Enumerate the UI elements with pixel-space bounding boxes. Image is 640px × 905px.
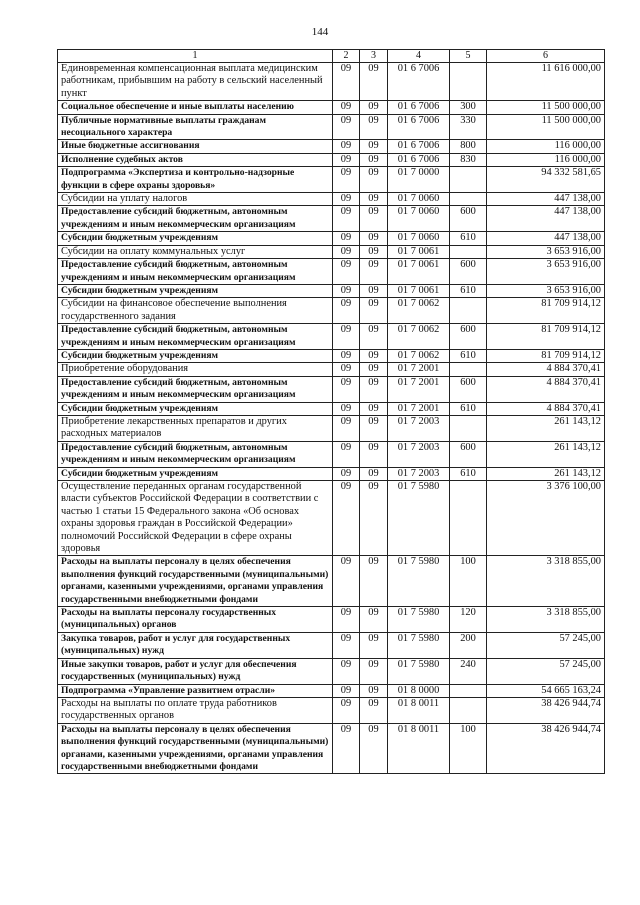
row-target-code-cell: 01 7 2001 [388,376,450,402]
row-amount-cell: 261 143,12 [487,415,605,441]
row-section-cell: 09 [333,232,360,245]
row-section-cell: 09 [333,363,360,376]
row-subsection-cell: 09 [360,632,388,658]
row-section-cell: 09 [333,723,360,774]
table-header-row [58,50,605,63]
row-amount-cell: 4 884 370,41 [487,376,605,402]
row-section-cell: 09 [333,415,360,441]
row-subsection-cell: 09 [360,101,388,114]
table-row [58,556,605,607]
row-subsection-cell: 09 [360,63,388,101]
row-target-code-cell: 01 8 0011 [388,697,450,723]
row-section-cell: 09 [333,441,360,467]
row-target-code-cell: 01 7 2003 [388,441,450,467]
row-subsection-cell: 09 [360,684,388,697]
table-row [58,259,605,285]
row-expense-type-cell: 600 [450,324,487,350]
row-subsection-cell: 09 [360,206,388,232]
row-section-cell: 09 [333,101,360,114]
row-subsection-cell: 09 [360,441,388,467]
row-subsection-cell: 09 [360,697,388,723]
row-name-cell: Предоставление субсидий бюджетным, автономным учреждениям и иным некоммерческим организациям [58,376,333,402]
row-name-cell: Приобретение лекарственных препаратов и других расходных материалов [58,415,333,441]
table-row [58,481,605,556]
table-row [58,697,605,723]
row-section-cell: 09 [333,481,360,556]
row-section-cell: 09 [333,697,360,723]
row-amount-cell: 81 709 914,12 [487,349,605,362]
row-name-cell: Приобретение оборудования [58,363,333,376]
row-target-code-cell: 01 7 0000 [388,167,450,193]
row-expense-type-cell: 800 [450,140,487,153]
row-section-cell: 09 [333,259,360,285]
row-target-code-cell: 01 7 0062 [388,324,450,350]
row-expense-type-cell: 600 [450,259,487,285]
row-amount-cell: 54 665 163,24 [487,684,605,697]
row-section-cell: 09 [333,349,360,362]
row-expense-type-cell: 240 [450,658,487,684]
row-amount-cell: 57 245,00 [487,658,605,684]
row-name-cell: Субсидии на оплату коммунальных услуг [58,245,333,258]
row-section-cell: 09 [333,193,360,206]
row-name-cell: Иные бюджетные ассигнования [58,140,333,153]
row-target-code-cell: 01 6 7006 [388,63,450,101]
row-name-cell: Социальное обеспечение и иные выплаты населению [58,101,333,114]
table-row [58,298,605,324]
header-cell-5: 5 [450,50,487,63]
row-section-cell: 09 [333,63,360,101]
row-subsection-cell: 09 [360,259,388,285]
row-section-cell: 09 [333,556,360,607]
row-name-cell: Субсидии бюджетным учреждениям [58,402,333,415]
budget-table [57,49,605,774]
table-row [58,324,605,350]
row-name-cell: Предоставление субсидий бюджетным, автономным учреждениям и иным некоммерческим организациям [58,324,333,350]
table-row [58,467,605,480]
row-amount-cell: 4 884 370,41 [487,402,605,415]
row-section-cell: 09 [333,607,360,633]
row-amount-cell: 94 332 581,65 [487,167,605,193]
row-subsection-cell: 09 [360,245,388,258]
row-expense-type-cell: 120 [450,607,487,633]
row-section-cell: 09 [333,467,360,480]
row-expense-type-cell: 300 [450,101,487,114]
table-row [58,140,605,153]
row-subsection-cell: 09 [360,376,388,402]
row-section-cell: 09 [333,140,360,153]
row-amount-cell: 116 000,00 [487,153,605,166]
row-name-cell: Иные закупки товаров, работ и услуг для обеспечения государственных (муниципальных) нужд [58,658,333,684]
row-amount-cell: 3 318 855,00 [487,607,605,633]
row-expense-type-cell: 610 [450,402,487,415]
row-subsection-cell: 09 [360,284,388,297]
row-target-code-cell: 01 7 0061 [388,245,450,258]
row-section-cell: 09 [333,298,360,324]
table-row [58,167,605,193]
row-expense-type-cell: 600 [450,206,487,232]
row-expense-type-cell [450,684,487,697]
row-target-code-cell: 01 7 0060 [388,193,450,206]
row-name-cell: Предоставление субсидий бюджетным, автономным учреждениям и иным некоммерческим организациям [58,206,333,232]
table-row [58,63,605,101]
row-amount-cell: 3 653 916,00 [487,245,605,258]
row-target-code-cell: 01 7 0060 [388,232,450,245]
table-row [58,376,605,402]
row-name-cell: Субсидии на финансовое обеспечение выполнения государственного задания [58,298,333,324]
row-target-code-cell: 01 7 5980 [388,481,450,556]
row-section-cell: 09 [333,324,360,350]
row-subsection-cell: 09 [360,607,388,633]
table-row [58,349,605,362]
table-row [58,193,605,206]
row-subsection-cell: 09 [360,193,388,206]
row-expense-type-cell [450,481,487,556]
row-target-code-cell: 01 7 0062 [388,349,450,362]
row-target-code-cell: 01 7 0061 [388,284,450,297]
row-amount-cell: 261 143,12 [487,441,605,467]
row-section-cell: 09 [333,402,360,415]
row-target-code-cell: 01 6 7006 [388,101,450,114]
row-amount-cell: 11 616 000,00 [487,63,605,101]
row-amount-cell: 3 653 916,00 [487,259,605,285]
row-amount-cell: 81 709 914,12 [487,298,605,324]
row-target-code-cell: 01 7 0061 [388,259,450,285]
row-subsection-cell: 09 [360,153,388,166]
row-target-code-cell: 01 6 7006 [388,153,450,166]
row-target-code-cell: 01 7 5980 [388,632,450,658]
row-expense-type-cell [450,415,487,441]
row-expense-type-cell: 330 [450,114,487,140]
row-name-cell: Расходы на выплаты по оплате труда работников государственных органов [58,697,333,723]
row-subsection-cell: 09 [360,167,388,193]
row-target-code-cell: 01 7 5980 [388,556,450,607]
row-amount-cell: 11 500 000,00 [487,114,605,140]
row-expense-type-cell [450,363,487,376]
table-row [58,607,605,633]
row-expense-type-cell [450,245,487,258]
header-cell-1: 1 [58,50,333,63]
row-target-code-cell: 01 7 0062 [388,298,450,324]
table-row [58,153,605,166]
row-expense-type-cell: 600 [450,441,487,467]
row-subsection-cell: 09 [360,402,388,415]
row-section-cell: 09 [333,684,360,697]
row-name-cell: Расходы на выплаты персоналу в целях обеспечения выполнения функций государственными (муниципальными) органами, казенными учреждениями, органами управления государственными внебюджетными фондами [58,723,333,774]
page-number: 144 [311,26,329,38]
row-expense-type-cell [450,63,487,101]
row-name-cell: Расходы на выплаты персоналу государственных (муниципальных) органов [58,607,333,633]
row-expense-type-cell: 600 [450,376,487,402]
row-amount-cell: 57 245,00 [487,632,605,658]
row-section-cell: 09 [333,167,360,193]
row-subsection-cell: 09 [360,658,388,684]
row-amount-cell: 3 318 855,00 [487,556,605,607]
row-subsection-cell: 09 [360,232,388,245]
row-section-cell: 09 [333,632,360,658]
row-name-cell: Предоставление субсидий бюджетным, автономным учреждениям и иным некоммерческим организациям [58,259,333,285]
row-target-code-cell: 01 7 0060 [388,206,450,232]
row-name-cell: Субсидии бюджетным учреждениям [58,284,333,297]
row-name-cell: Расходы на выплаты персоналу в целях обеспечения выполнения функций государственными (муниципальными) органами, казенными учреждениями, органами управления государственными внебюджетными фондами [58,556,333,607]
row-subsection-cell: 09 [360,324,388,350]
row-subsection-cell: 09 [360,556,388,607]
header-cell-6: 6 [487,50,605,63]
row-section-cell: 09 [333,245,360,258]
row-target-code-cell: 01 6 7006 [388,114,450,140]
row-amount-cell: 447 138,00 [487,206,605,232]
row-amount-cell: 11 500 000,00 [487,101,605,114]
row-name-cell: Предоставление субсидий бюджетным, автономным учреждениям и иным некоммерческим организациям [58,441,333,467]
table-row [58,245,605,258]
row-expense-type-cell: 610 [450,349,487,362]
row-section-cell: 09 [333,206,360,232]
row-name-cell: Субсидии бюджетным учреждениям [58,349,333,362]
table-row [58,402,605,415]
row-name-cell: Субсидии бюджетным учреждениям [58,232,333,245]
row-amount-cell: 81 709 914,12 [487,324,605,350]
row-name-cell: Подпрограмма «Экспертиза и контрольно-надзорные функции в сфере охраны здоровья» [58,167,333,193]
table-row [58,101,605,114]
table-row [58,415,605,441]
row-target-code-cell: 01 8 0011 [388,723,450,774]
table-row [58,684,605,697]
row-target-code-cell: 01 7 2001 [388,402,450,415]
row-amount-cell: 4 884 370,41 [487,363,605,376]
table-row [58,658,605,684]
table-row [58,206,605,232]
row-subsection-cell: 09 [360,298,388,324]
row-section-cell: 09 [333,658,360,684]
row-subsection-cell: 09 [360,415,388,441]
row-target-code-cell: 01 6 7006 [388,140,450,153]
row-amount-cell: 3 653 916,00 [487,284,605,297]
row-target-code-cell: 01 7 2003 [388,467,450,480]
row-amount-cell: 116 000,00 [487,140,605,153]
table-row [58,441,605,467]
row-subsection-cell: 09 [360,467,388,480]
header-cell-2: 2 [333,50,360,63]
row-expense-type-cell: 830 [450,153,487,166]
table-row [58,723,605,774]
row-expense-type-cell: 610 [450,284,487,297]
row-amount-cell: 261 143,12 [487,467,605,480]
row-expense-type-cell: 610 [450,232,487,245]
row-subsection-cell: 09 [360,140,388,153]
row-section-cell: 09 [333,114,360,140]
table-row [58,232,605,245]
row-expense-type-cell: 200 [450,632,487,658]
table-row [58,632,605,658]
table-row [58,363,605,376]
row-expense-type-cell: 100 [450,556,487,607]
row-amount-cell: 38 426 944,74 [487,723,605,774]
row-name-cell: Публичные нормативные выплаты гражданам несоциального характера [58,114,333,140]
row-subsection-cell: 09 [360,349,388,362]
table-row [58,284,605,297]
row-subsection-cell: 09 [360,114,388,140]
row-name-cell: Единовременная компенсационная выплата медицинским работникам, прибывшим на работу в сельский населенный пункт [58,63,333,101]
row-name-cell: Субсидии бюджетным учреждениям [58,467,333,480]
row-expense-type-cell: 610 [450,467,487,480]
row-section-cell: 09 [333,284,360,297]
row-amount-cell: 447 138,00 [487,232,605,245]
row-target-code-cell: 01 7 2003 [388,415,450,441]
row-target-code-cell: 01 7 5980 [388,607,450,633]
row-target-code-cell: 01 7 5980 [388,658,450,684]
row-target-code-cell: 01 8 0000 [388,684,450,697]
row-expense-type-cell [450,193,487,206]
row-expense-type-cell [450,298,487,324]
row-section-cell: 09 [333,153,360,166]
row-amount-cell: 3 376 100,00 [487,481,605,556]
row-subsection-cell: 09 [360,363,388,376]
row-target-code-cell: 01 7 2001 [388,363,450,376]
row-name-cell: Исполнение судебных актов [58,153,333,166]
row-subsection-cell: 09 [360,723,388,774]
row-section-cell: 09 [333,376,360,402]
row-expense-type-cell [450,167,487,193]
row-name-cell: Субсидии на уплату налогов [58,193,333,206]
row-name-cell: Закупка товаров, работ и услуг для государственных (муниципальных) нужд [58,632,333,658]
table-body [58,63,605,774]
row-expense-type-cell: 100 [450,723,487,774]
row-name-cell: Подпрограмма «Управление развитием отрасли» [58,684,333,697]
row-subsection-cell: 09 [360,481,388,556]
row-amount-cell: 447 138,00 [487,193,605,206]
row-amount-cell: 38 426 944,74 [487,697,605,723]
table-row [58,114,605,140]
header-cell-3: 3 [360,50,388,63]
header-cell-4: 4 [388,50,450,63]
row-name-cell: Осуществление переданных органам государственной власти субъектов Российской Федерации в соответствии с частью 1 статьи 15 Федерального закона «Об основах охраны здоровья граждан в Российской Федерации» полномочий Российской Федерации в сфере охраны здоровья [58,481,333,556]
row-expense-type-cell [450,697,487,723]
